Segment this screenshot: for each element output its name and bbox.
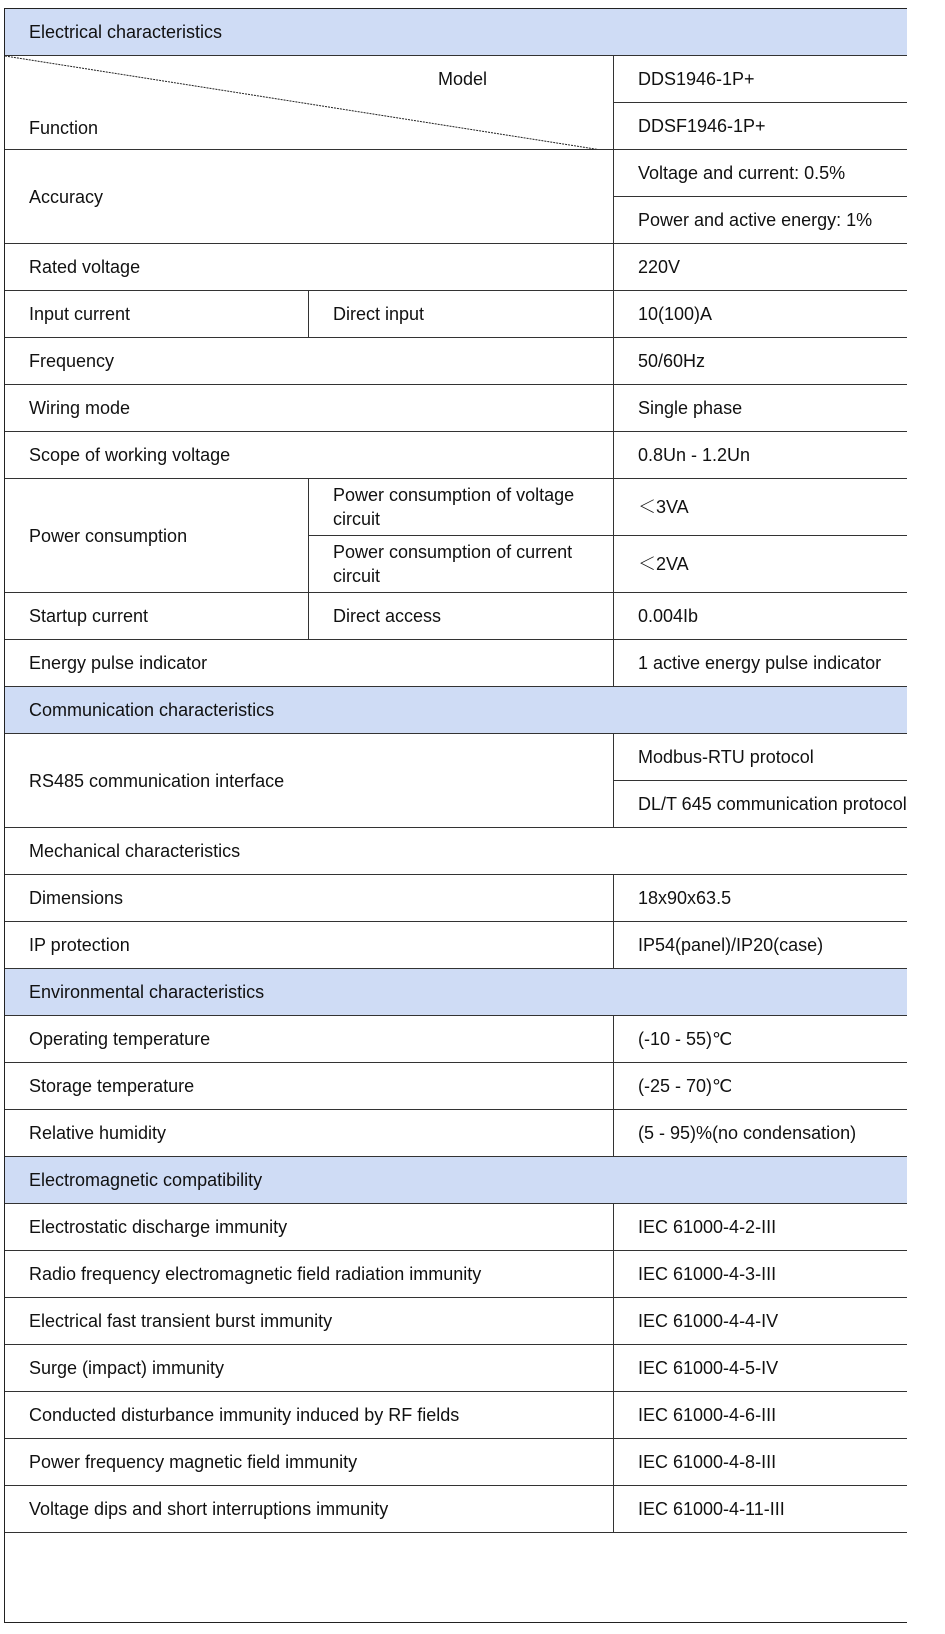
row-label: Conducted disturbance immunity induced by RF fields (5, 1392, 614, 1439)
row-value: (-10 - 55)℃ (614, 1016, 908, 1063)
row-label: Electrostatic discharge immunity (5, 1204, 614, 1251)
spec-table-frame (4, 8, 907, 1623)
row-label: Startup current (5, 593, 309, 640)
row-value: IEC 61000-4-5-IV (614, 1345, 908, 1392)
row-label: Voltage dips and short interruptions immunity (5, 1486, 614, 1533)
row-value: IP54(panel)/IP20(case) (614, 922, 908, 969)
input-current-row (5, 291, 908, 338)
section-title: Mechanical characteristics (5, 828, 908, 875)
row-label: IP protection (5, 922, 614, 969)
row-label: Scope of working voltage (5, 432, 614, 479)
row-sublabel: Direct input (309, 291, 614, 338)
row-value: IEC 61000-4-3-III (614, 1251, 908, 1298)
row-value: 18x90x63.5 (614, 875, 908, 922)
row-label: Storage temperature (5, 1063, 614, 1110)
model-label: Model (437, 69, 487, 89)
emc-row (5, 1204, 908, 1251)
row-label: Radio frequency electromagnetic field radiation immunity (5, 1251, 614, 1298)
dimensions-row (5, 875, 908, 922)
row-value: (5 - 95)%(no condensation) (614, 1110, 908, 1157)
row-value: Single phase (614, 385, 908, 432)
accuracy-label: Accuracy (5, 150, 614, 244)
row-sublabel: Direct access (309, 593, 614, 640)
emc-row (5, 1392, 908, 1439)
row-value: ＜2VA (614, 536, 908, 593)
row-label: Energy pulse indicator (5, 640, 614, 687)
row-label: Dimensions (5, 875, 614, 922)
rs485-row (5, 734, 908, 781)
row-value: 220V (614, 244, 908, 291)
model-value: DDSF1946-1P+ (614, 103, 908, 150)
pulse-indicator-row (5, 640, 908, 687)
humidity-row (5, 1110, 908, 1157)
section-header-communication (5, 687, 908, 734)
section-title: Electromagnetic compatibility (5, 1157, 908, 1204)
ip-row (5, 922, 908, 969)
working-voltage-row (5, 432, 908, 479)
row-label: Wiring mode (5, 385, 614, 432)
row-label: Surge (impact) immunity (5, 1345, 614, 1392)
row-value: IEC 61000-4-6-III (614, 1392, 908, 1439)
diagonal-header-cell (5, 56, 614, 150)
model-value: DDS1946-1P+ (614, 56, 908, 103)
row-label: Electrical fast transient burst immunity (5, 1298, 614, 1345)
section-title: Communication characteristics (5, 687, 908, 734)
row-label: Power frequency magnetic field immunity (5, 1439, 614, 1486)
emc-row (5, 1486, 908, 1533)
row-label: Power consumption (5, 479, 309, 593)
row-label: Operating temperature (5, 1016, 614, 1063)
row-value: 10(100)A (614, 291, 908, 338)
row-value: IEC 61000-4-4-IV (614, 1298, 908, 1345)
power-consumption-row (5, 479, 908, 536)
row-value: Modbus-RTU protocol (614, 734, 908, 781)
row-value: ＜3VA (614, 479, 908, 536)
model-row-1 (5, 56, 908, 103)
operating-temp-row (5, 1016, 908, 1063)
row-value: IEC 61000-4-11-III (614, 1486, 908, 1533)
accuracy-value: Power and active energy: 1% (614, 197, 908, 244)
accuracy-value: Voltage and current: 0.5% (614, 150, 908, 197)
row-value: 1 active energy pulse indicator (614, 640, 908, 687)
emc-row (5, 1439, 908, 1486)
row-label: Relative humidity (5, 1110, 614, 1157)
row-value: (-25 - 70)℃ (614, 1063, 908, 1110)
row-label: Frequency (5, 338, 614, 385)
emc-row (5, 1345, 908, 1392)
row-value: 50/60Hz (614, 338, 908, 385)
storage-temp-row (5, 1063, 908, 1110)
startup-current-row (5, 593, 908, 640)
row-label: Rated voltage (5, 244, 614, 291)
section-header-environmental (5, 969, 908, 1016)
function-label: Function (29, 118, 99, 138)
row-label: RS485 communication interface (5, 734, 614, 828)
emc-row (5, 1251, 908, 1298)
row-value: DL/T 645 communication protocol (614, 781, 908, 828)
section-header-emc (5, 1157, 908, 1204)
row-value: IEC 61000-4-2-III (614, 1204, 908, 1251)
accuracy-row (5, 150, 908, 197)
row-value: 0.8Un - 1.2Un (614, 432, 908, 479)
row-value: 0.004Ib (614, 593, 908, 640)
row-value: IEC 61000-4-8-III (614, 1439, 908, 1486)
spec-table (4, 8, 907, 1533)
rated-voltage-row (5, 244, 908, 291)
row-label: Input current (5, 291, 309, 338)
section-header-mechanical (5, 828, 908, 875)
section-title: Electrical characteristics (5, 9, 908, 56)
emc-row (5, 1298, 908, 1345)
row-sublabel: Power consumption of current circuit (309, 536, 614, 593)
wiring-mode-row (5, 385, 908, 432)
row-sublabel: Power consumption of voltage circuit (309, 479, 614, 536)
section-title: Environmental characteristics (5, 969, 908, 1016)
frequency-row (5, 338, 908, 385)
section-header-electrical (5, 9, 908, 56)
